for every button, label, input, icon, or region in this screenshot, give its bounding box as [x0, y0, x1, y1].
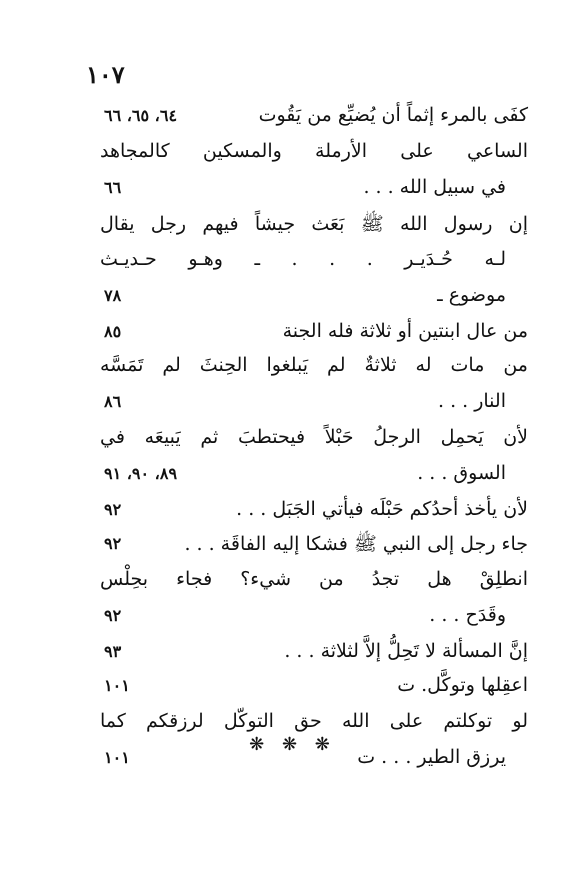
entry-pages: ٦٤، ٦٥، ٦٦ [104, 106, 178, 125]
index-row [100, 316, 528, 350]
index-row [100, 244, 528, 280]
index-row [100, 208, 528, 244]
entry-pages: ٨٩، ٩٠، ٩١ [104, 464, 178, 483]
entry-pages: ٩٣ [104, 642, 122, 661]
index-row [100, 100, 528, 136]
index-row [100, 528, 528, 564]
page-number: ١٠٧ [86, 60, 125, 89]
index-row [100, 670, 528, 706]
entry-pages: ٨٦ [104, 392, 122, 411]
index-row [100, 494, 528, 528]
entry-pages: ٩٢ [104, 534, 122, 553]
section-separator: ❋ ❋ ❋ [249, 734, 336, 755]
entry-pages: ٨٥ [104, 322, 122, 341]
entry-text: إنَّ المسألة لا تَحِلُّ إلاَّ لثلاثة . . . [284, 640, 528, 662]
entry-text: الساعي على الأرملة والمسكين كالمجاهد [100, 140, 528, 162]
entry-text: كفَى بالمرء إثماً أن يُضيِّع من يَقُوت [258, 104, 528, 126]
entry-text: موضوع ـ [437, 284, 506, 306]
entry-text: لو توكلتم على الله حق التوكّل لرزقكم كما [100, 710, 528, 732]
index-row [100, 422, 528, 458]
entry-text: السوق . . . [417, 462, 506, 484]
index-row [100, 136, 528, 172]
entry-pages: ١٠١ [104, 676, 130, 695]
index-row [100, 350, 528, 386]
index-row [100, 172, 528, 208]
entry-text: اعقِلها وتوكَّل. ت [397, 674, 528, 696]
entry-text: إن رسول الله ﷺ بَعَث جيشاً فيهم رجل يقال [100, 213, 528, 235]
entry-text: لـه حُـدَيـر . . . ـ وهـو حـديـث [100, 248, 506, 270]
entry-text: يرزق الطير . . . ت [357, 746, 506, 768]
entry-text: انطلِقْ هل تجدُ من شيء؟ فجاء بحِلْس [100, 568, 528, 590]
entry-text: النار . . . [437, 390, 506, 412]
entry-pages: ١٠١ [104, 748, 130, 767]
hadith-index [100, 100, 528, 778]
entry-text: لأن يأخذ أحدُكم حَبْلَه فيأتي الجَبَل . . . [236, 498, 528, 520]
entry-text: من مات له ثلاثةٌ لم يَبلغوا الحِنثَ لم تَمَسَّه [100, 354, 528, 376]
entry-text: جاء رجل إلى النبي ﷺ فشكا إليه الفاقَة . . . [184, 533, 528, 555]
entry-pages: ٩٢ [104, 606, 122, 625]
entry-text: في سبيل الله . . . [363, 176, 506, 198]
index-row [100, 280, 528, 316]
index-row [100, 564, 528, 600]
entry-text: من عال ابنتين أو ثلاثة فله الجنة [282, 320, 528, 342]
entry-pages: ٩٢ [104, 500, 122, 519]
entry-text: وقَدَح . . . [429, 604, 506, 626]
entry-text: لأن يَحمِل الرجلُ حَبْلاً فيحتطبَ ثم يَبيعَه في [100, 426, 528, 448]
index-row [100, 600, 528, 636]
entry-pages: ٦٦ [104, 178, 122, 197]
index-row [100, 386, 528, 422]
index-row [100, 458, 528, 494]
index-row [100, 636, 528, 670]
entry-pages: ٧٨ [104, 286, 122, 305]
